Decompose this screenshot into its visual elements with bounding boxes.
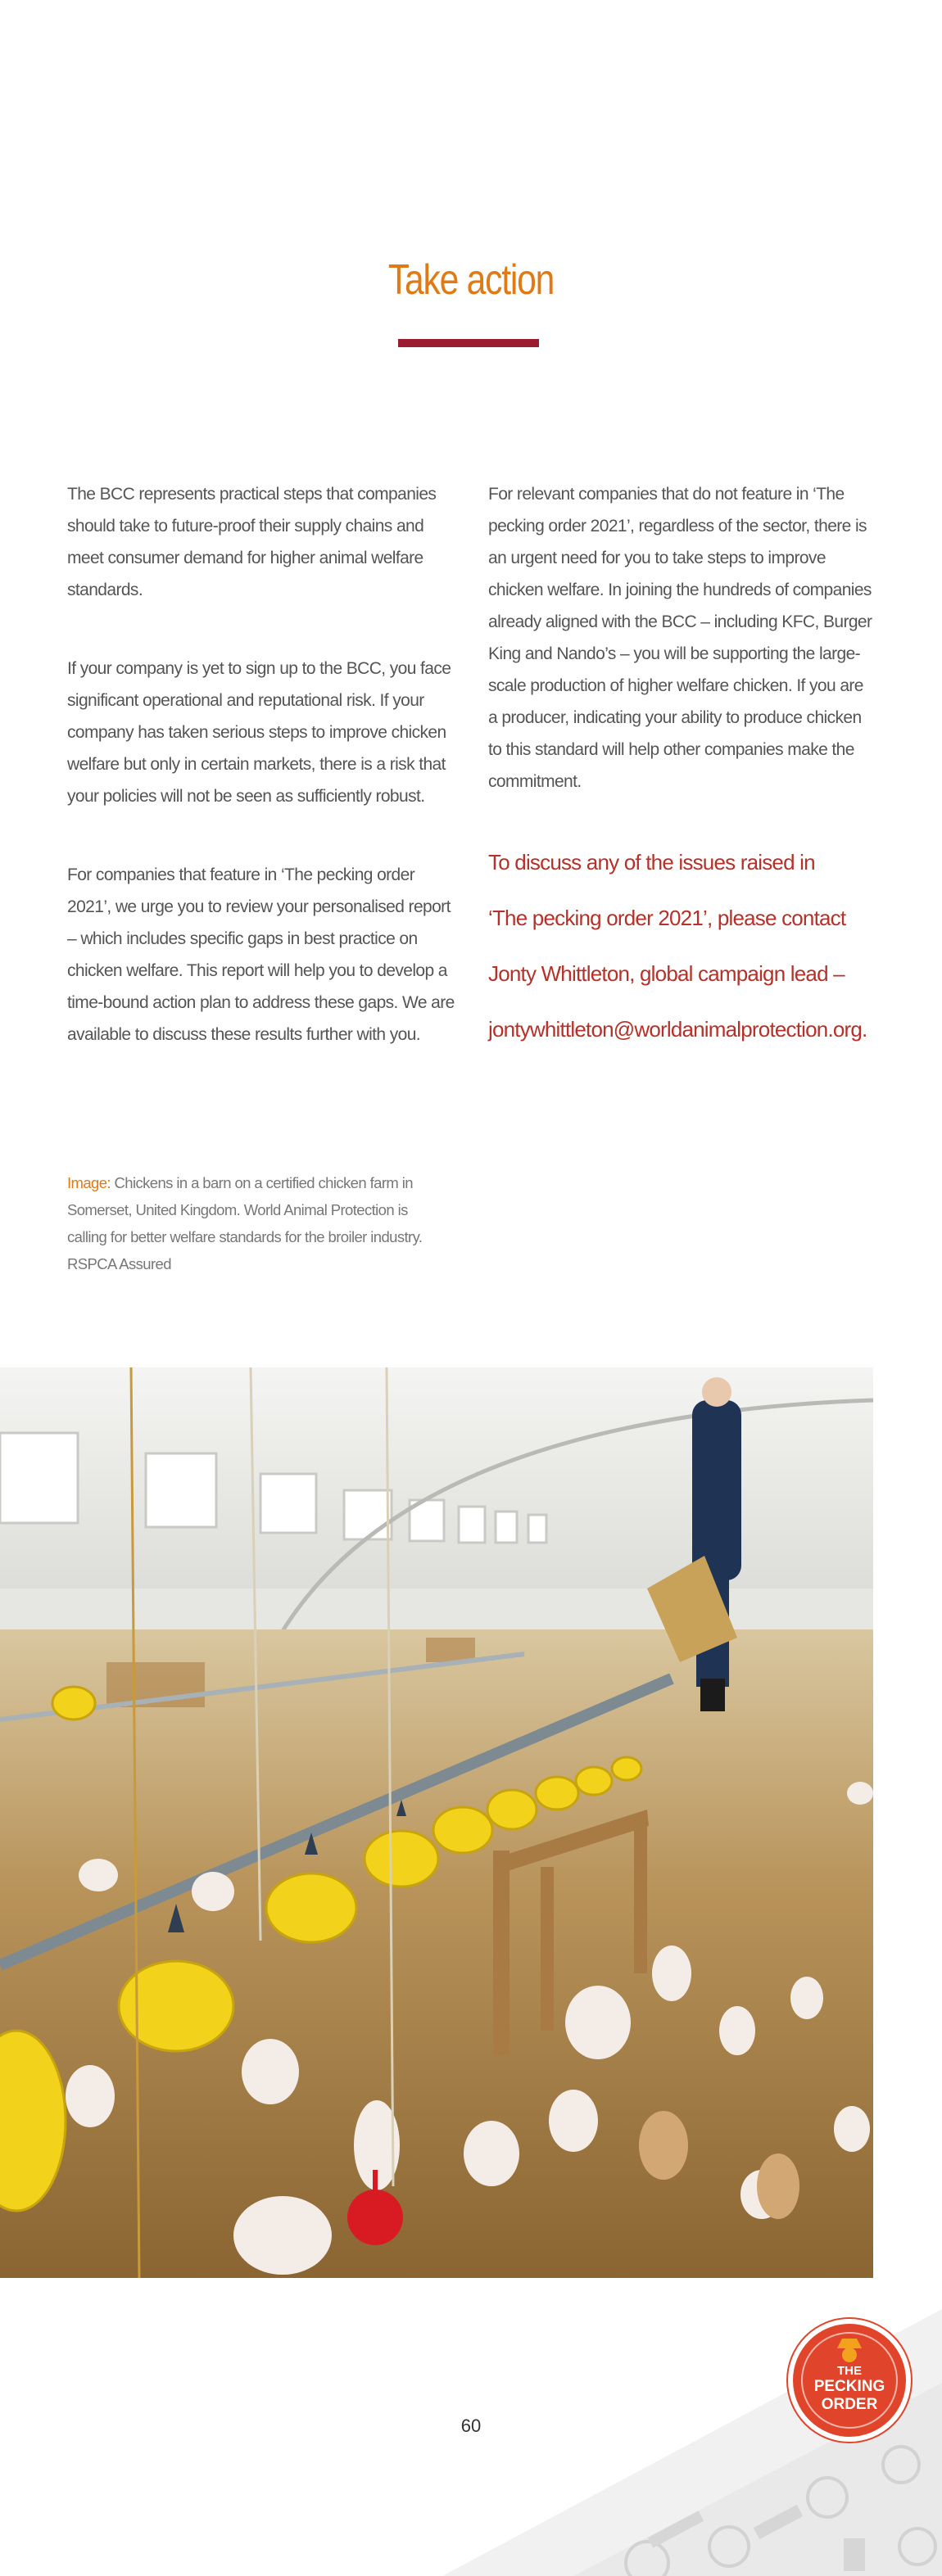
paragraph-report: For companies that feature in ‘The pecking order 2021’, we urge you to review your personalised report – which includes specific gaps in best practice on chicken welfare. This report will help you to develop a time-bound action plan to address these gaps. We are available to discuss these results further with you. [67,865,455,1044]
chicken-barn-photo [0,1367,873,2278]
callout-line: ‘The pecking order 2021’, please contact [488,906,846,930]
contact-callout [488,834,873,1057]
left-column [67,478,460,1097]
caption-text: Chickens in a barn on a certified chicken farm in Somerset, United Kingdom. World Animal Protection is calling for better welfare standards for the broiler industry. RSPCA Assured [67,1174,423,1272]
badge-line-1: THE [837,2364,862,2378]
image-caption [67,1169,444,1277]
caption-label: Image: [67,1174,111,1191]
callout-line: To discuss any of the issues raised in [488,850,815,874]
page-number: 60 [460,2416,482,2436]
title-underline [398,339,539,347]
contact-email-link[interactable]: jontywhittleton@worldanimalprotection.org. [488,1017,867,1042]
badge-line-2: PECKING [813,2378,885,2395]
paragraph-bcc: The BCC represents practical steps that companies should take to future-proof their supply chains and meet consumer demand for higher animal welfare standards. [67,485,437,599]
paragraph-risk: If your company is yet to sign up to the BCC, you face significant operational and reputational risk. If your company has taken serious steps to improve chicken welfare but only in certain markets, there is a risk that your policies will not be seen as sufficiently robust. [67,659,451,806]
page-title: Take action [387,256,555,304]
right-column [488,478,873,1057]
badge-line-3: ORDER [821,2396,878,2413]
callout-line: Jonty Whittleton, global campaign lead – [488,961,845,986]
paragraph-relevant-companies: For relevant companies that do not feature in ‘The pecking order 2021’, regardless of the sector, there is an urgent need for you to take steps to improve chicken welfare. In joining the hundreds of companies already aligned with the BCC – including KFC, Burger King and Nando’s – you will be supporting the large-scale production of higher welfare chicken. If you are a producer, indicating your ability to produce chicken to this standard will help other companies make the commitment. [488,485,872,791]
